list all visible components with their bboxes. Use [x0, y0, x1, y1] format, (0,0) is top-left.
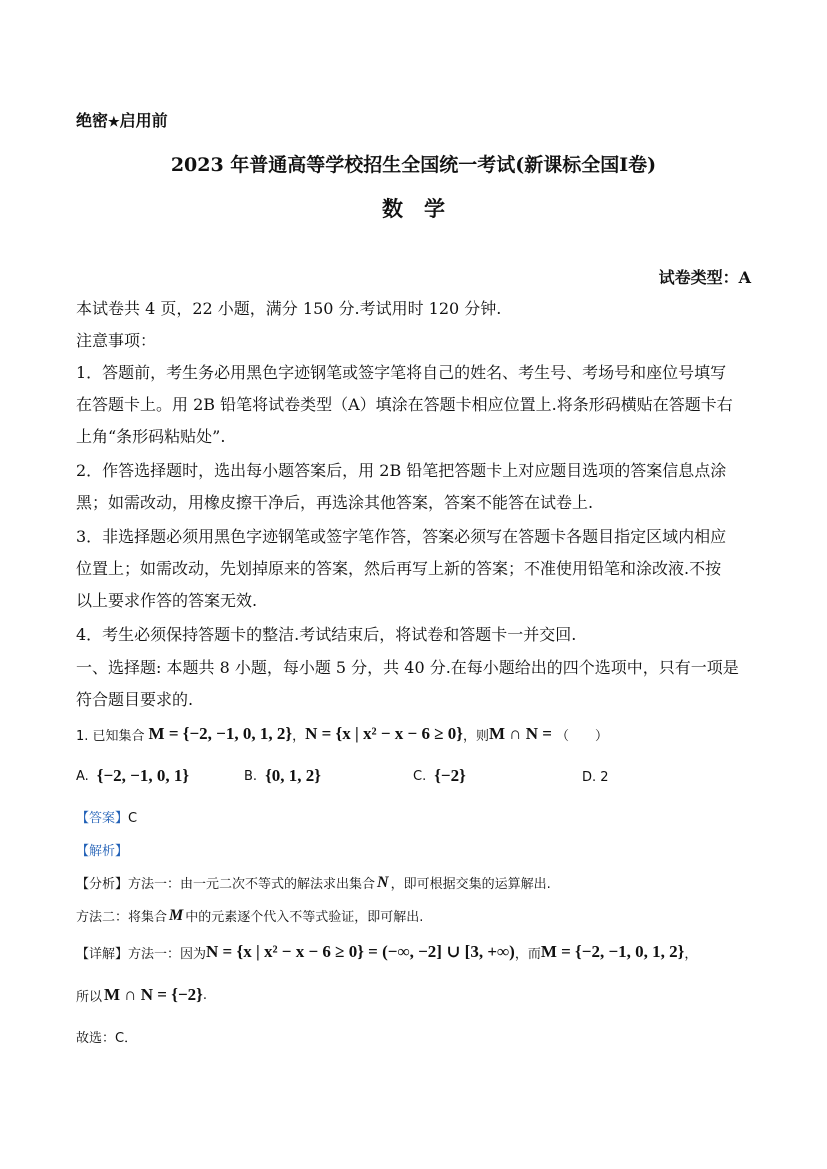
- star-icon: ★: [108, 115, 120, 130]
- detail-label: 【详解】: [76, 946, 129, 962]
- choose-line: 故选：C．: [76, 1031, 138, 1046]
- notice-item-3-line-3: 以上要求作答的答案无效.: [76, 591, 258, 610]
- option-b-value: {0, 1, 2}: [265, 766, 321, 785]
- confidential-prefix: 绝密: [76, 111, 109, 130]
- intersection-expression: M ∩ N =: [489, 724, 552, 743]
- notice-item-1-line-2: 在答题卡上。用 2B 铅笔将试卷类型（A）填涂在答题卡相应位置上.将条形码横贴在答题卡右: [76, 395, 733, 414]
- question-1-comma: ，: [292, 728, 306, 744]
- notice-item-1-line-3: 上角“条形码粘贴处”.: [76, 427, 226, 446]
- exam-title: 2023 年普通高等学校招生全国统一考试(新课标全国I卷): [170, 154, 657, 176]
- method2-prefix: 方法二：将集合: [76, 910, 168, 925]
- method2-suffix: 中的元素逐个代入不等式验证，即可解出.: [185, 910, 424, 925]
- detail-mid: ，而: [514, 946, 541, 962]
- set-m-expression: M = {−2, −1, 0, 1, 2}: [148, 724, 293, 743]
- so-prefix: 所以: [76, 989, 103, 1005]
- confidential-mark: [76, 108, 168, 131]
- notice-item-4: 4．考生必须保持答题卡的整洁.考试结束后，将试卷和答题卡一并交回.: [76, 625, 577, 644]
- analysis-fenxi: [76, 873, 551, 892]
- option-b-label: B.: [244, 768, 258, 784]
- section-heading-line-2: 符合题目要求的.: [76, 690, 194, 709]
- confidential-suffix: 启用前: [119, 111, 168, 130]
- detail-set-m-expression: M = {−2, −1, 0, 1, 2}: [540, 942, 685, 961]
- option-d: D. 2: [582, 770, 609, 785]
- option-c-label: C.: [413, 768, 427, 784]
- detail-set-n-expression: N = {x | x² − x − 6 ≥ 0} = (−∞, −2] ∪ [3, +∞): [206, 942, 515, 961]
- analysis-label: 【解析】: [76, 844, 129, 859]
- fenxi-end: ，即可根据交集的运算解出.: [390, 877, 551, 892]
- option-b: [244, 766, 321, 786]
- fenxi-set-n: N: [377, 873, 389, 891]
- so-expression: M ∩ N = {−2}: [104, 985, 203, 1004]
- notice-item-2-line-1: 2．作答选择题时，选出每小题答案后，用 2B 铅笔把答题卡上对应题目选项的答案信息点涂: [76, 461, 727, 480]
- question-1-prefix: 1. 已知集合: [76, 728, 145, 744]
- detail-prefix: 方法一：因为: [128, 946, 207, 962]
- fenxi-label: 【分析】: [76, 877, 129, 892]
- answer-value: C: [128, 811, 138, 826]
- answer-line: [76, 807, 137, 826]
- exam-summary: 本试卷共 4 页，22 小题，满分 150 分.考试用时 120 分钟.: [76, 299, 502, 318]
- so-end: .: [202, 987, 207, 1003]
- analysis-conclusion: [76, 985, 207, 1005]
- notice-item-3-line-1: 3．非选择题必须用黑色字迹钢笔或签字笔作答，答案必须写在答题卡各题目指定区域内相应: [76, 527, 727, 546]
- fenxi-text: 方法一：由一元二次不等式的解法求出集合: [128, 877, 376, 892]
- option-a-value: {−2, −1, 0, 1}: [96, 766, 190, 785]
- paper-type: 试卷类型：A: [658, 268, 751, 287]
- option-a: [76, 766, 189, 786]
- section-heading-line-1: 一、选择题: 本题共 8 小题，每小题 5 分，共 40 分.在每小题给出的四个选项中，只有一项是: [76, 658, 739, 677]
- answer-paren: （ ）: [555, 728, 608, 744]
- set-n-expression: N = {x | x² − x − 6 ≥ 0}: [305, 724, 463, 743]
- notice-item-1-line-1: 1．答题前，考生务必用黑色字迹钢笔或签字笔将自己的姓名、考生号、考场号和座位号填写: [76, 363, 727, 382]
- option-a-label: A.: [76, 768, 89, 784]
- question-1-stem: [76, 724, 608, 744]
- notice-item-2-line-2: 黑；如需改动，用橡皮擦干净后，再选涂其他答案，答案不能答在试卷上.: [76, 493, 594, 512]
- question-1-then: ，则: [462, 728, 489, 744]
- analysis-detail: [76, 942, 697, 962]
- option-c-value: {−2}: [434, 766, 466, 785]
- method2-set-m: M: [169, 906, 184, 924]
- answer-label: 【答案】: [76, 811, 129, 826]
- notice-item-3-line-2: 位置上；如需改动，先划掉原来的答案，然后再写上新的答案；不准使用铅笔和涂改液.不按: [76, 559, 722, 578]
- subject-title: 数 学: [382, 196, 445, 221]
- option-c: [413, 766, 466, 786]
- notice-title: 注意事项：: [76, 331, 157, 350]
- analysis-method-2: [76, 906, 423, 925]
- detail-end: ，: [684, 946, 698, 962]
